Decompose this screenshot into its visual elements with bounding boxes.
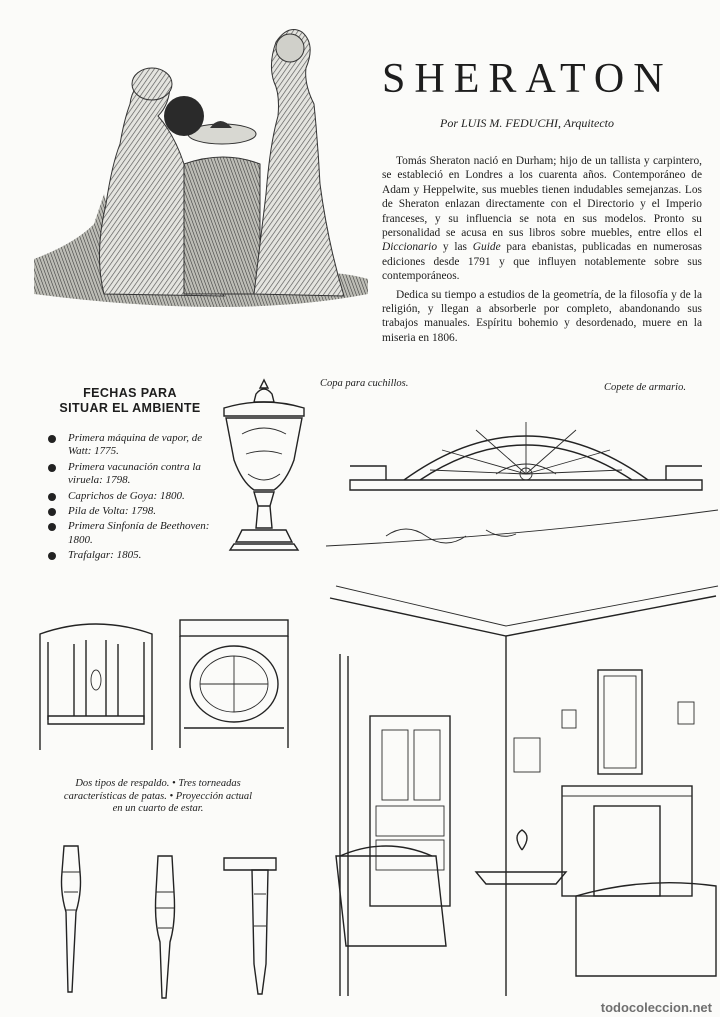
- bullet-icon: [48, 493, 56, 501]
- list-item: Pila de Volta: 1798.: [46, 505, 216, 518]
- pediment-drawing: [346, 404, 706, 500]
- turned-leg-3-drawing: [222, 854, 278, 998]
- caption-copete: Copete de armario.: [604, 382, 686, 393]
- tea-scene-engraving: [34, 24, 368, 324]
- fechas-list: [46, 432, 216, 565]
- fechas-heading: FECHAS PARA SITUAR EL AMBIENTE: [59, 386, 201, 415]
- turned-leg-2-drawing: [148, 852, 182, 1002]
- article-title: SHERATON: [382, 56, 673, 102]
- chair-back-2-drawing: [174, 616, 294, 752]
- list-item: Caprichos de Goya: 1800.: [46, 490, 216, 503]
- article-body: [382, 154, 702, 349]
- list-item: Primera máquina de vapor, de Watt: 1775.: [46, 432, 216, 459]
- list-item: Trafalgar: 1805.: [46, 549, 216, 562]
- bullet-icon: [48, 552, 56, 560]
- article-paragraph-2: Dedica su tiempo a estudios de la geometría, de la filosofía y de la religión, y llegan a absorberle por completo, abandonando sus trabajos manuales. Espíritu bohemio y desordenado, muere en la miseria en 1806.: [382, 288, 702, 344]
- sitting-room-drawing: [326, 506, 718, 996]
- bullet-icon: [48, 523, 56, 531]
- chair-back-1-drawing: [34, 620, 158, 754]
- list-item: Primera vacunación contra la viruela: 1798.: [46, 461, 216, 488]
- watermark: todocoleccion.net: [600, 1000, 712, 1015]
- turned-leg-1-drawing: [56, 842, 86, 998]
- bullet-icon: [48, 435, 56, 443]
- article-paragraph-1: Tomás Sheraton nació en Durham; hijo de un tallista y carpintero, se estableció en Londres a los cuarenta años. Contemporáneo de Adam y Heppelwite, sus muebles tienen indudables semejanzas. Los de Sheraton enlazan directamente con el Directorio y el Imperio franceses, y su influencia se nota en sus modelos. Pronto su personalidad se acusa en sus libros sobre muebles, entre ellos el Diccionario y las Guide para ebanistas, publicadas en numerosas ediciones desde 1791 y que influyen notablemente sobre sus contemporáneos.: [382, 155, 702, 283]
- knife-urn-drawing: [218, 378, 310, 558]
- caption-respaldo: Dos tipos de respaldo. • Tres torneadas características de patas. • Proyección actual en un cuarto de estar.: [63, 778, 253, 815]
- bullet-icon: [48, 464, 56, 472]
- list-item: Primera Sinfonía de Beethoven: 1800.: [46, 520, 216, 547]
- article-byline: Por LUIS M. FEDUCHI, Arquitecto: [440, 116, 614, 130]
- caption-copa: Copa para cuchillos.: [320, 378, 409, 389]
- bullet-icon: [48, 508, 56, 516]
